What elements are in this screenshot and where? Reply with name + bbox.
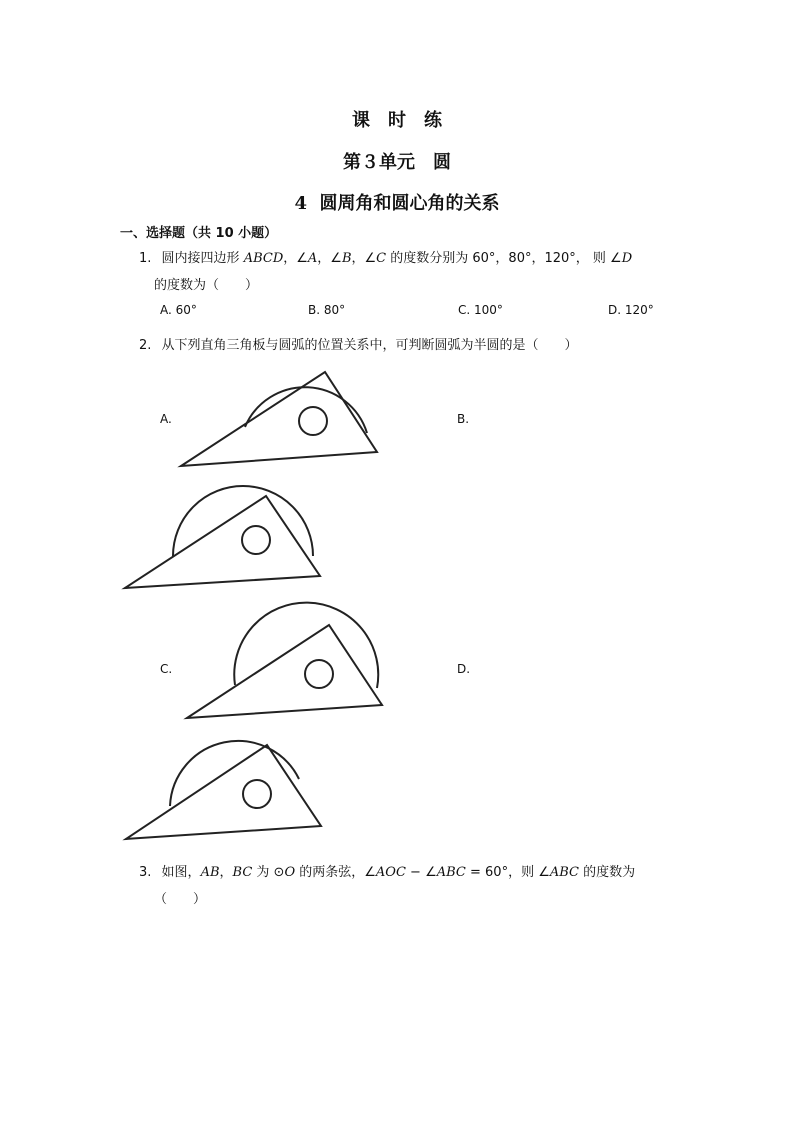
option-a[interactable]: A. 60° xyxy=(160,303,197,317)
question-text: ，∠ xyxy=(283,251,308,266)
figure-label-d[interactable]: D. xyxy=(457,662,471,676)
question-text: = 60°，则 ∠ xyxy=(465,865,550,880)
question-number: 2. xyxy=(139,338,152,353)
math-term: C xyxy=(376,251,387,266)
figure-label-c[interactable]: C. xyxy=(160,662,173,676)
set-square-hole xyxy=(243,780,271,808)
question-text: 圆内接四边形 xyxy=(161,251,244,266)
question-1-line2: 的度数为（ ） xyxy=(154,278,259,293)
math-term: ABC xyxy=(436,865,466,880)
option-d[interactable]: D. 120° xyxy=(608,303,654,317)
question-text: ，∠ xyxy=(351,251,377,266)
option-c[interactable]: C. 100° xyxy=(458,303,503,317)
question-text: 从下列直角三角板与圆弧的位置关系中，可判断圆弧为半圆的是（ ） xyxy=(161,338,578,353)
figure-label-a[interactable]: A. xyxy=(160,412,172,426)
option-b[interactable]: B. 80° xyxy=(308,303,346,317)
math-term: AOC xyxy=(375,865,406,880)
math-term: ABCD xyxy=(243,251,284,266)
question-text: 为 ⊙ xyxy=(252,865,285,880)
math-term: O xyxy=(284,865,296,880)
question-number: 3. xyxy=(139,865,152,880)
question-text: ， xyxy=(219,865,233,880)
math-term: D xyxy=(621,251,633,266)
question-text: 的度数为 xyxy=(579,865,636,880)
figure-label-b[interactable]: B. xyxy=(457,412,470,426)
math-term: AB xyxy=(200,865,220,880)
question-3 xyxy=(139,861,635,880)
lesson-title: 4 圆周角和圆心角的关系 xyxy=(294,193,500,214)
question-text: ，∠ xyxy=(317,251,342,266)
question-text: 的两条弦，∠ xyxy=(295,865,376,880)
math-term: BC xyxy=(232,865,253,880)
section-heading: 一、选择题（共 10 小题） xyxy=(120,226,278,241)
math-term: B xyxy=(341,251,352,266)
question-text: 的度数分别为 60°，80°，120°， 则 ∠ xyxy=(386,251,622,266)
question-number: 1. xyxy=(139,251,152,266)
question-text: − ∠ xyxy=(405,865,437,880)
question-text: 如图， xyxy=(161,865,201,880)
set-square xyxy=(126,745,321,839)
page-title: 课 时 练 xyxy=(352,110,442,131)
unit-title: 第３单元 圆 xyxy=(343,152,451,173)
math-term: ABC xyxy=(549,865,580,880)
math-term: A xyxy=(307,251,318,266)
question-3-line2: （ ） xyxy=(154,892,207,907)
